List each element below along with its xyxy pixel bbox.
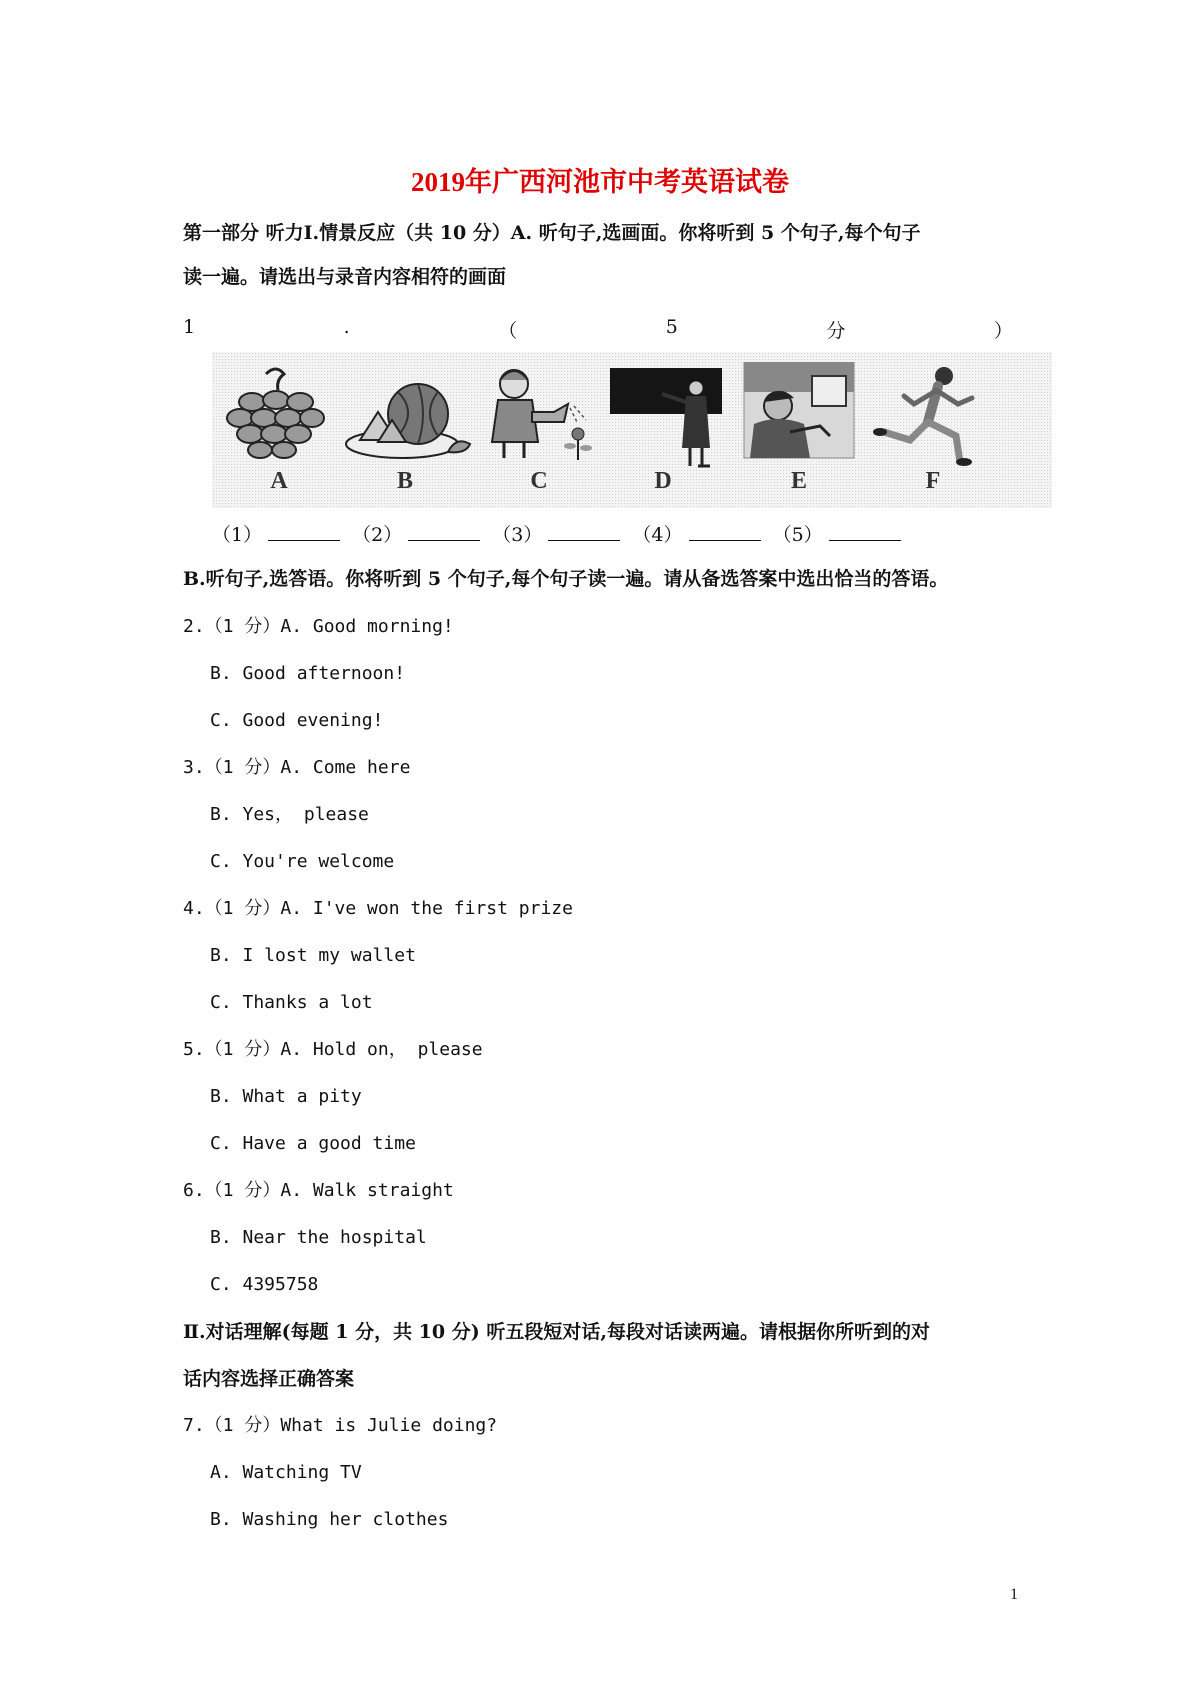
question-number: 3.（1 分）: [183, 757, 281, 778]
picture-letter-a: A: [270, 468, 288, 494]
answer-blank[interactable]: [829, 522, 901, 541]
blank-label: （2）: [352, 524, 403, 546]
question-number: 5.（1 分）: [183, 1039, 281, 1060]
part2-heading-cont: 话内容选择正确答案: [183, 1368, 355, 1390]
option-b[interactable]: B. Good afternoon!: [210, 663, 406, 684]
grapes-icon: [214, 362, 344, 472]
page-title: 2019年广西河池市中考英语试卷: [411, 167, 789, 197]
option-b[interactable]: B. I lost my wallet: [210, 945, 416, 966]
option-a[interactable]: A. Good morning!: [280, 616, 454, 637]
picture-option-b: [340, 352, 470, 508]
option-a[interactable]: A. Walk straight: [280, 1180, 454, 1201]
picture-letter-e: E: [790, 468, 807, 494]
picture-letter-d: D: [654, 468, 672, 494]
question-4: [183, 896, 573, 922]
part1-heading: 第一部分 听力Ⅰ.情景反应（共 10 分）A. 听句子,选画面。你将听到 5 个句子,每个句子: [183, 222, 921, 244]
girl-computer-icon: [734, 362, 864, 472]
part1-heading-cont: 读一遍。请选出与录音内容相符的画面: [183, 266, 507, 288]
option-b[interactable]: B. Near the hospital: [210, 1227, 427, 1248]
answer-blanks: [212, 520, 907, 547]
question-number: 2.（1 分）: [183, 616, 281, 637]
picture-letter-f: F: [925, 468, 941, 494]
question-6: [183, 1178, 454, 1204]
question-2: [183, 614, 454, 640]
watermelon-plate-icon: [340, 362, 480, 472]
q1-right-paren: ）: [993, 320, 1013, 342]
question-1-line: [183, 316, 1013, 343]
answer-blank[interactable]: [408, 522, 480, 541]
option-b[interactable]: B. What a pity: [210, 1086, 362, 1107]
picture-option-e: [734, 352, 864, 508]
option-b[interactable]: B. Yes， please: [210, 804, 369, 825]
question-number: 4.（1 分）: [183, 898, 281, 919]
option-a[interactable]: A. Come here: [280, 757, 411, 778]
option-c[interactable]: C. Thanks a lot: [210, 992, 373, 1013]
option-c[interactable]: C. Have a good time: [210, 1133, 416, 1154]
part-b-heading: B.听句子,选答语。你将听到 5 个句子,每个句子读一遍。请从备选答案中选出恰当的答语。: [183, 568, 949, 590]
question-5: [183, 1037, 483, 1063]
option-a[interactable]: A. I've won the first prize: [280, 898, 573, 919]
blank-label: （1）: [212, 524, 263, 546]
picture-letter-b: B: [396, 468, 413, 494]
option-a[interactable]: A. Watching TV: [210, 1462, 362, 1483]
running-man-icon: [868, 362, 998, 472]
picture-option-c: [474, 352, 604, 508]
q1-unit: 分: [826, 320, 846, 342]
question-7: 7.（1 分）What is Julie doing?: [183, 1415, 498, 1436]
picture-option-d: [598, 352, 728, 508]
option-a[interactable]: A. Hold on， please: [280, 1039, 483, 1060]
teacher-blackboard-icon: [598, 362, 738, 472]
question-3: [183, 755, 410, 781]
answer-blank[interactable]: [548, 522, 620, 541]
answer-blank[interactable]: [689, 522, 761, 541]
picture-option-f: [868, 352, 998, 508]
part2-heading: Ⅱ.对话理解(每题 1 分，共 10 分) 听五段短对话,每段对话读两遍。请根据你所听到的对: [183, 1321, 930, 1343]
option-c[interactable]: C. You're welcome: [210, 851, 395, 872]
blank-label: （5）: [772, 524, 823, 546]
q1-points: 5: [665, 316, 678, 338]
picture-options-strip: [212, 352, 1052, 508]
answer-blank[interactable]: [268, 522, 340, 541]
blank-label: （4）: [632, 524, 683, 546]
q1-left-paren: （: [498, 320, 518, 342]
q1-number: 1: [183, 316, 196, 338]
girl-watering-flower-icon: [474, 362, 604, 472]
option-c[interactable]: C. 4395758: [210, 1274, 319, 1295]
question-number: 6.（1 分）: [183, 1180, 281, 1201]
option-b[interactable]: B. Washing her clothes: [210, 1509, 449, 1530]
page-number: 1: [1010, 1586, 1018, 1603]
blank-label: （3）: [492, 524, 543, 546]
picture-letter-c: C: [530, 468, 548, 494]
picture-option-a: [214, 352, 344, 508]
option-c[interactable]: C. Good evening!: [210, 710, 384, 731]
q1-dot: .: [343, 316, 350, 338]
